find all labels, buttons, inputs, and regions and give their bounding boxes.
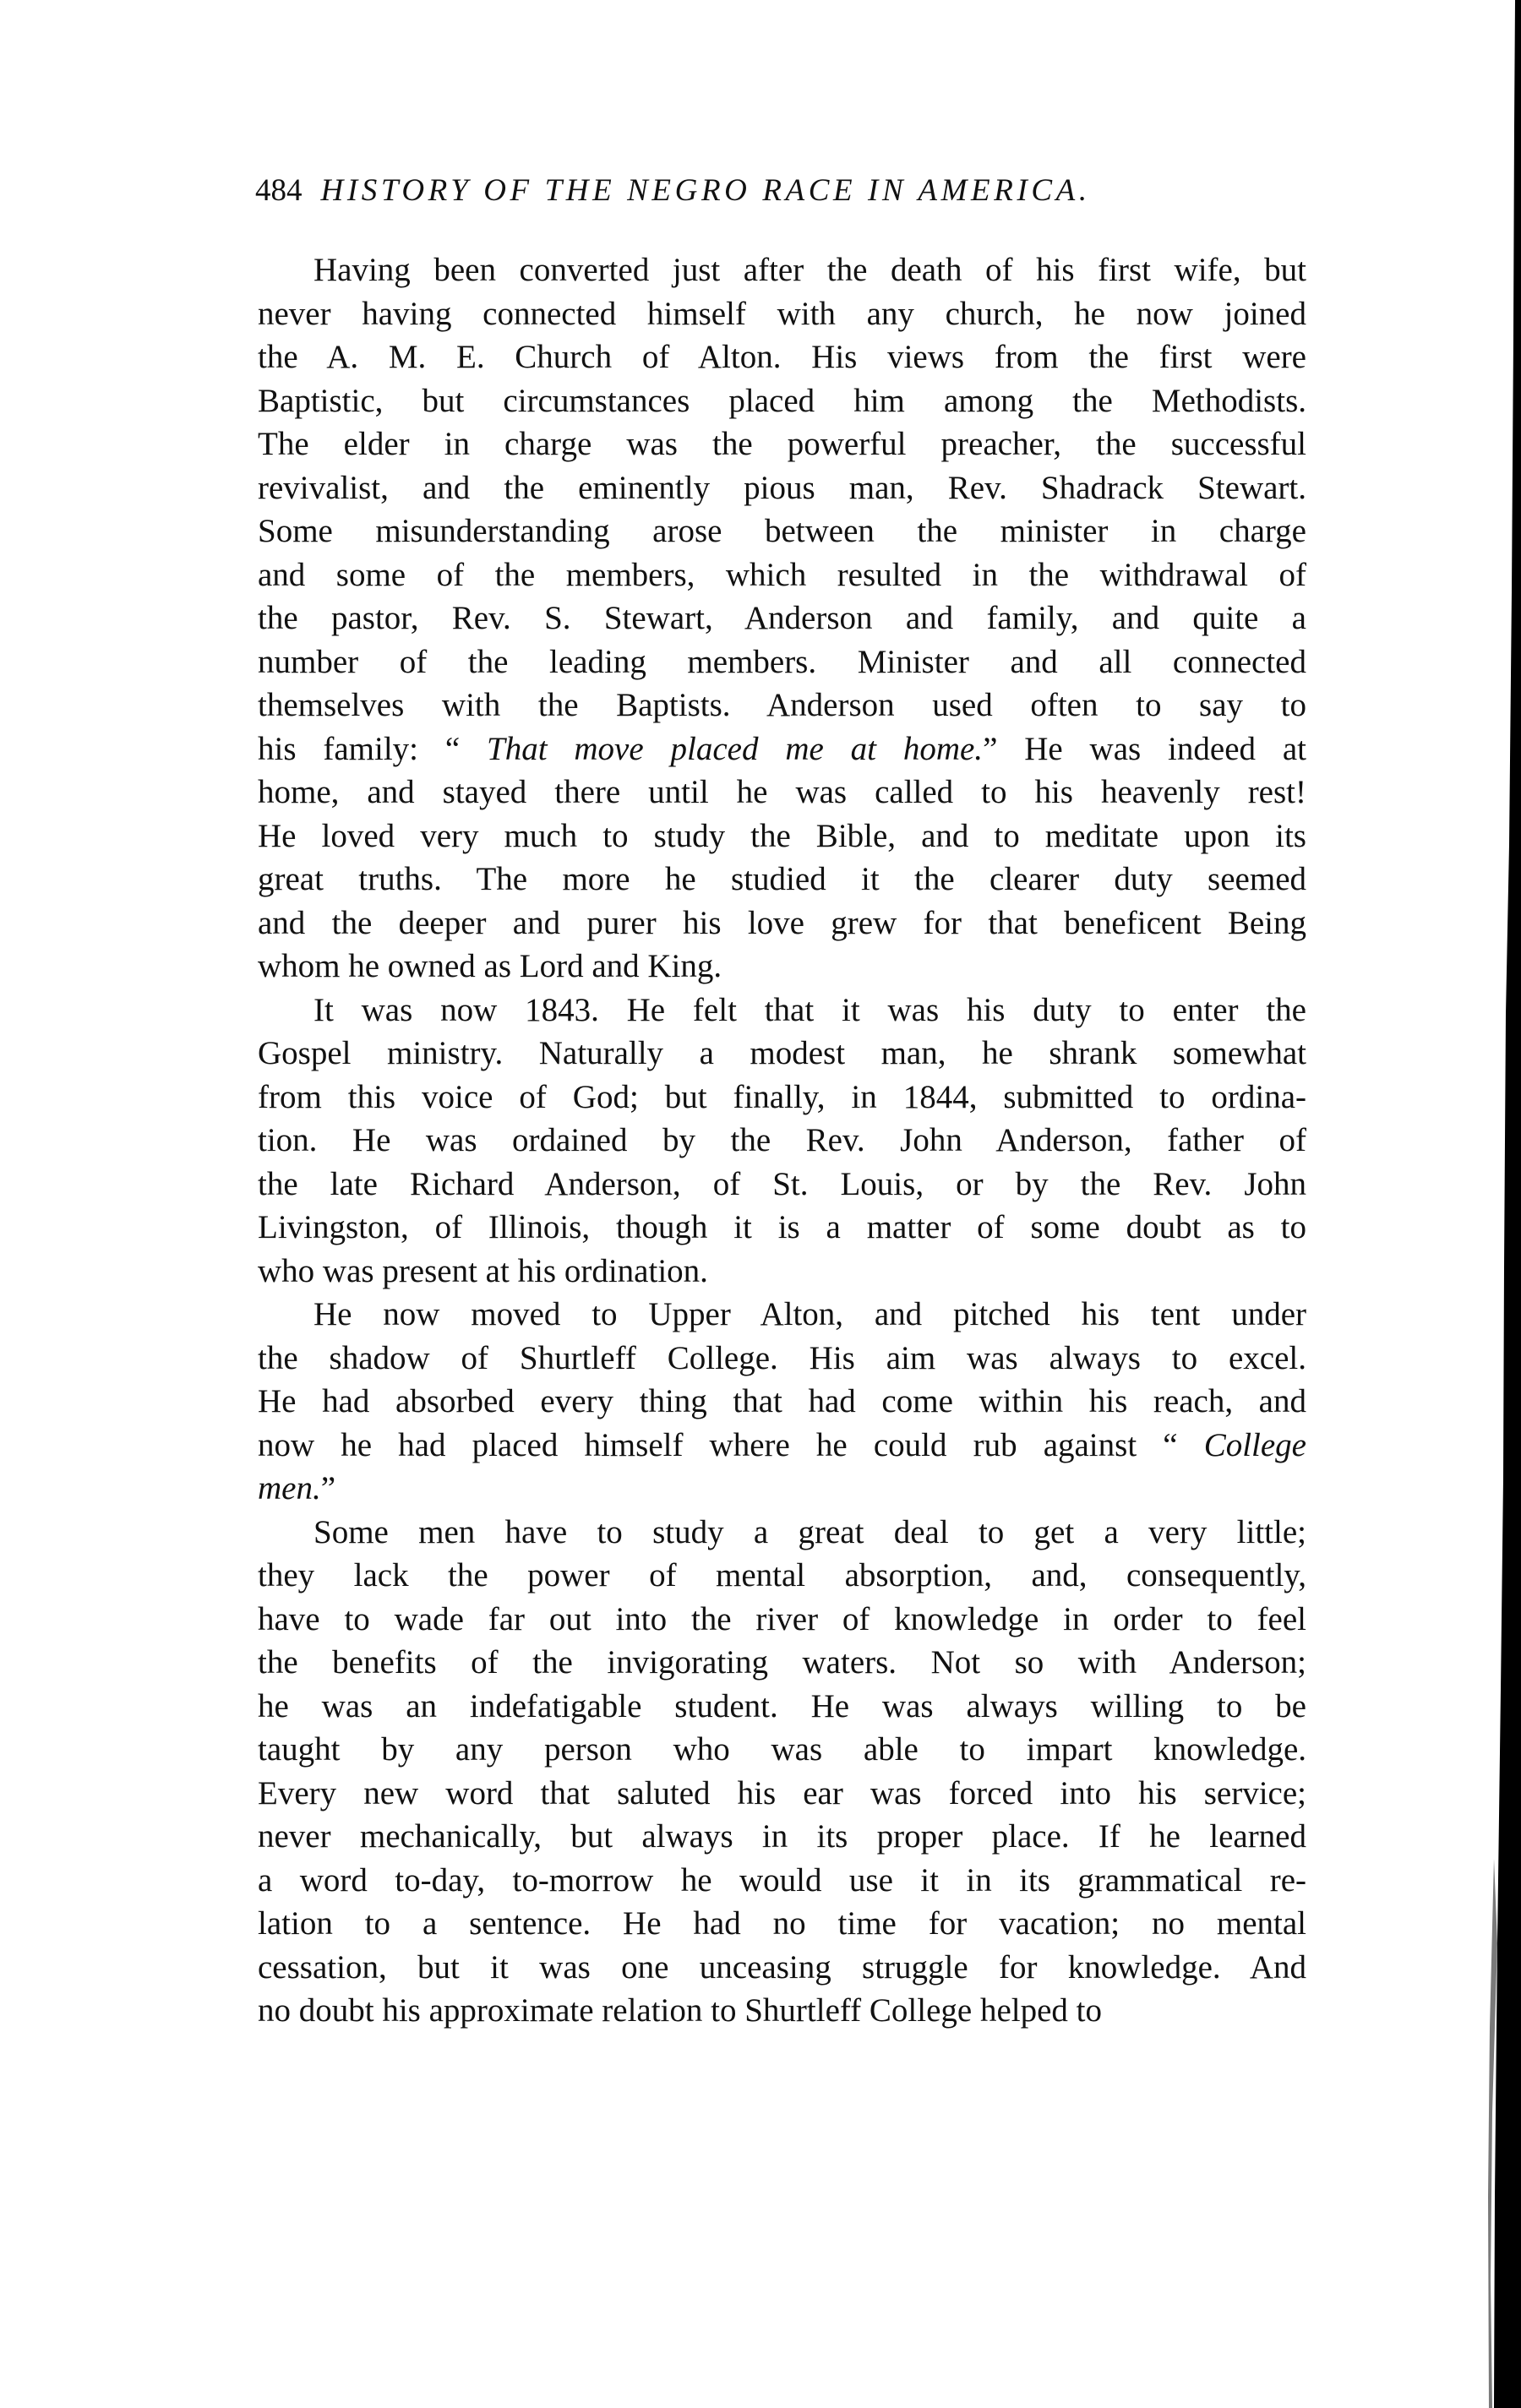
text-line: great truths. The more he studied it the clearer duty seemed (258, 861, 1306, 897)
text-line: Baptistic, but circumstances placed him among the Methodists. (258, 382, 1306, 419)
text-line: they lack the power of mental absorption, and, consequently, (258, 1557, 1306, 1594)
text-line: home, and stayed there until he was called to his heavenly rest! (258, 774, 1306, 810)
text-line: a word to-day, to-morrow he would use it in its grammatical re- (258, 1861, 1306, 1899)
text-run: now he had placed himself where he could rub against “ (258, 1426, 1204, 1463)
text-line: lation to a sentence. He had no time for vacation; no mental (258, 1905, 1306, 1942)
text-line: He now moved to Upper Alton, and pitched his tent under (313, 1296, 1306, 1332)
text-line: the A. M. E. Church of Alton. His views from the first were (258, 339, 1306, 375)
text-line: cessation, but it was one unceasing struggle for knowledge. And (258, 1948, 1306, 1986)
text-run: his family: “ (258, 730, 488, 767)
text-line: taught by any person who was able to impart knowledge. (258, 1731, 1306, 1768)
text-line: have to wade far out into the river of knowledge in order to feel (258, 1600, 1306, 1637)
text-line: He loved very much to study the Bible, and to meditate upon its (258, 817, 1306, 854)
text-line: It was now 1843. He felt that it was his duty to enter the (313, 991, 1306, 1028)
text-line: whom he owned as Lord and King. (258, 948, 722, 984)
text-line: Having been converted just after the death of his first wife, but (313, 252, 1306, 288)
text-run: ” He was indeed at (983, 730, 1306, 767)
text-line: number of the leading members. Minister and all connected (258, 643, 1306, 680)
text-line: the benefits of the invigorating waters. Not so with Anderson; (258, 1644, 1306, 1681)
text-line: Every new word that saluted his ear was forced into his service; (258, 1774, 1306, 1811)
text-line: never having connected himself with any church, he now joined (258, 295, 1306, 332)
text-line: never mechanically, but always in its proper place. If he learned (258, 1818, 1306, 1855)
text-line: and the deeper and purer his love grew for that beneficent Being (258, 904, 1306, 941)
text-line: the late Richard Anderson, of St. Louis, or by the Rev. John (258, 1165, 1306, 1202)
text-line: Livingston, of Illinois, though it is a matter of some doubt as to (258, 1209, 1306, 1245)
page-number: 484 (255, 173, 303, 208)
text-line: who was present at his ordination. (258, 1252, 708, 1289)
scan-edge-shadow (1436, 0, 1521, 2408)
running-header (255, 170, 1244, 212)
italic-quote: men. (258, 1470, 321, 1506)
text-line: themselves with the Baptists. Anderson used often to say to (258, 687, 1306, 723)
text-line: Some misunderstanding arose between the minister in charge (258, 513, 1306, 549)
text-line: the shadow of Shurtleff College. His aim was always to excel. (258, 1339, 1306, 1376)
text-line: He had absorbed every thing that had come within his reach, and (258, 1383, 1306, 1419)
text-line (258, 1424, 1306, 1468)
text-line: no doubt his approximate relation to Shurtleff College helped to (258, 1992, 1102, 2029)
text-line (258, 1467, 1306, 1511)
running-title: HISTORY OF THE NEGRO RACE IN AMERICA. (320, 173, 1091, 208)
text-line: Some men have to study a great deal to get a very little; (313, 1513, 1306, 1550)
italic-quote: That move placed me at home. (487, 730, 984, 767)
text-line: Gospel ministry. Naturally a modest man, he shrank somewhat (258, 1035, 1306, 1071)
text-line: from this voice of God; but finally, in 1844, submitted to ordina- (258, 1078, 1306, 1115)
text-line: the pastor, Rev. S. Stewart, Anderson and family, and quite a (258, 600, 1306, 636)
text-line: and some of the members, which resulted in the withdrawal of (258, 556, 1306, 593)
italic-quote: College (1203, 1426, 1306, 1463)
text-line: The elder in charge was the powerful preacher, the successful (258, 426, 1306, 462)
text-run: ” (320, 1470, 336, 1506)
text-line: revivalist, and the eminently pious man, Rev. Shadrack Stewart. (258, 469, 1306, 506)
text-line: he was an indefatigable student. He was always willing to be (258, 1687, 1306, 1724)
text-line (258, 727, 1306, 771)
text-line: tion. He was ordained by the Rev. John Anderson, father of (258, 1122, 1306, 1158)
